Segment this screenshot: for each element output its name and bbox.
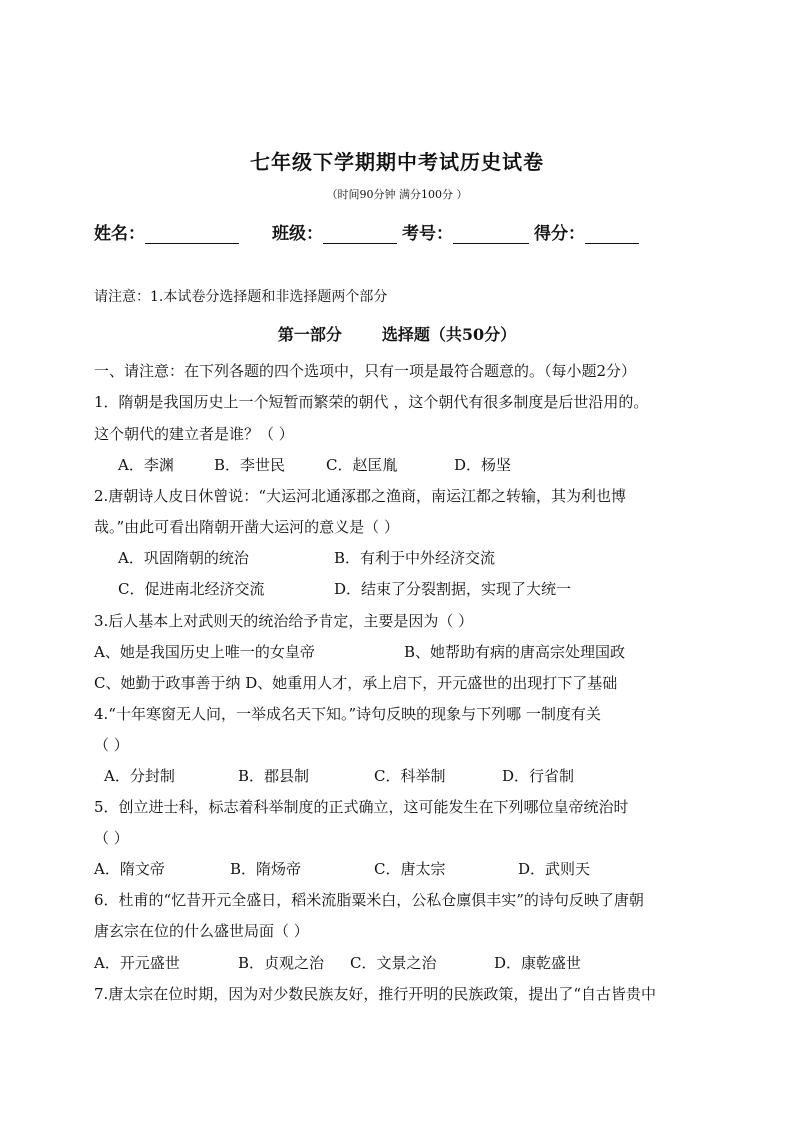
number-blank[interactable] bbox=[453, 225, 529, 244]
class-field[interactable] bbox=[272, 219, 397, 244]
class-label: 班级： bbox=[272, 224, 323, 244]
exam-title: 七年级下学期期中考试历史试卷 bbox=[250, 150, 544, 174]
score-label: 得分： bbox=[534, 224, 585, 244]
section-part: 第一部分 bbox=[277, 325, 342, 344]
question-2-option-c[interactable]: C．促进南北经济交流 bbox=[118, 580, 265, 598]
question-6-option-d[interactable]: D．康乾盛世 bbox=[494, 954, 582, 972]
question-1-option-d[interactable]: D．杨坚 bbox=[454, 456, 512, 474]
question-4-option-b[interactable]: B．郡县制 bbox=[238, 767, 310, 785]
score-field[interactable] bbox=[534, 219, 639, 244]
question-4-line-2: （ ） bbox=[94, 736, 129, 754]
question-2-line-2: 哉。”由此可看出隋朝开凿大运河的意义是（ ） bbox=[94, 518, 399, 536]
question-1-line-2: 这个朝代的建立者是谁？（ ） bbox=[94, 425, 294, 443]
name-label: 姓名： bbox=[94, 224, 145, 244]
question-1-option-b[interactable]: B．李世民 bbox=[214, 456, 286, 474]
section-name: 选择题（共50分） bbox=[381, 325, 517, 344]
question-5-option-d[interactable]: D．武则天 bbox=[518, 860, 591, 878]
question-1-option-c[interactable]: C．赵匡胤 bbox=[326, 456, 398, 474]
question-6-option-b[interactable]: B．贞观之治 bbox=[238, 954, 325, 972]
question-5-option-a[interactable]: A．隋文帝 bbox=[94, 860, 165, 878]
question-7-line-1: 7.唐太宗在位时期，因为对少数民族友好，推行开明的民族政策，提出了“自古皆贵中 bbox=[94, 985, 656, 1003]
class-blank[interactable] bbox=[323, 225, 397, 244]
question-5-option-b[interactable]: B．隋炀帝 bbox=[230, 860, 302, 878]
section-instruction: 一、请注意：在下列各题的四个选项中，只有一项是最符合题意的。（每小题2分） bbox=[94, 362, 637, 380]
question-4-option-a[interactable]: A．分封制 bbox=[104, 767, 175, 785]
question-5-line-1: 5．创立进士科，标志着科举制度的正式确立，这可能发生在下列哪位皇帝统治时 bbox=[94, 798, 629, 816]
exam-subtitle: （时间90分钟 满分100分 ） bbox=[326, 188, 468, 201]
question-6-line-1: 6．杜甫的“忆昔开元全盛日，稻米流脂粟米白，公私仓廪俱丰实”的诗句反映了唐朝 bbox=[94, 891, 644, 909]
question-4-option-d[interactable]: D．行省制 bbox=[502, 767, 575, 785]
section-heading bbox=[0, 325, 794, 345]
question-6-option-a[interactable]: A．开元盛世 bbox=[94, 954, 180, 972]
number-field[interactable] bbox=[402, 219, 529, 244]
question-1-option-a[interactable]: A．李渊 bbox=[118, 456, 174, 474]
question-2-line-1: 2.唐朝诗人皮日休曾说：“大运河北通涿郡之渔商，南运江都之转输，其为利也博 bbox=[94, 487, 626, 505]
name-field[interactable] bbox=[94, 219, 239, 244]
score-blank[interactable] bbox=[585, 225, 639, 244]
exam-notice: 请注意：1.本试卷分选择题和非选择题两个部分 bbox=[94, 289, 388, 305]
question-1-line-1: 1．隋朝是我国历史上一个短暂而繁荣的朝代 ，这个朝代有很多制度是后世沿用的。 bbox=[94, 393, 649, 411]
question-5-line-2: （ ） bbox=[94, 829, 129, 847]
question-2-option-b[interactable]: B．有利于中外经济交流 bbox=[334, 549, 496, 567]
question-2-option-d[interactable]: D．结束了分裂割据，实现了大统一 bbox=[334, 580, 572, 598]
question-6-line-2: 唐玄宗在位的什么盛世局面（ ） bbox=[94, 922, 309, 940]
question-2-option-a[interactable]: A．巩固隋朝的统治 bbox=[118, 549, 249, 567]
question-3-option-b[interactable]: B、她帮助有病的唐高宗处理国政 bbox=[404, 643, 626, 661]
number-label: 考号： bbox=[402, 224, 453, 244]
question-5-option-c[interactable]: C．唐太宗 bbox=[374, 860, 446, 878]
question-3-line-1: 3.后人基本上对武则天的统治给予肯定，主要是因为（ ） bbox=[94, 612, 474, 630]
question-4-line-1: 4.“十年寒窗无人问，一举成名天下知。”诗句反映的现象与下列哪 一制度有关 bbox=[94, 705, 601, 723]
question-6-option-c[interactable]: C．文景之治 bbox=[350, 954, 437, 972]
question-3-option-cd[interactable]: C、她勤于政事善于纳 D、她重用人才，承上启下，开元盛世的出现打下了基础 bbox=[94, 674, 618, 692]
question-4-option-c[interactable]: C．科举制 bbox=[374, 767, 446, 785]
question-3-option-a[interactable]: A、她是我国历史上唯一的女皇帝 bbox=[94, 643, 315, 661]
name-blank[interactable] bbox=[145, 225, 239, 244]
